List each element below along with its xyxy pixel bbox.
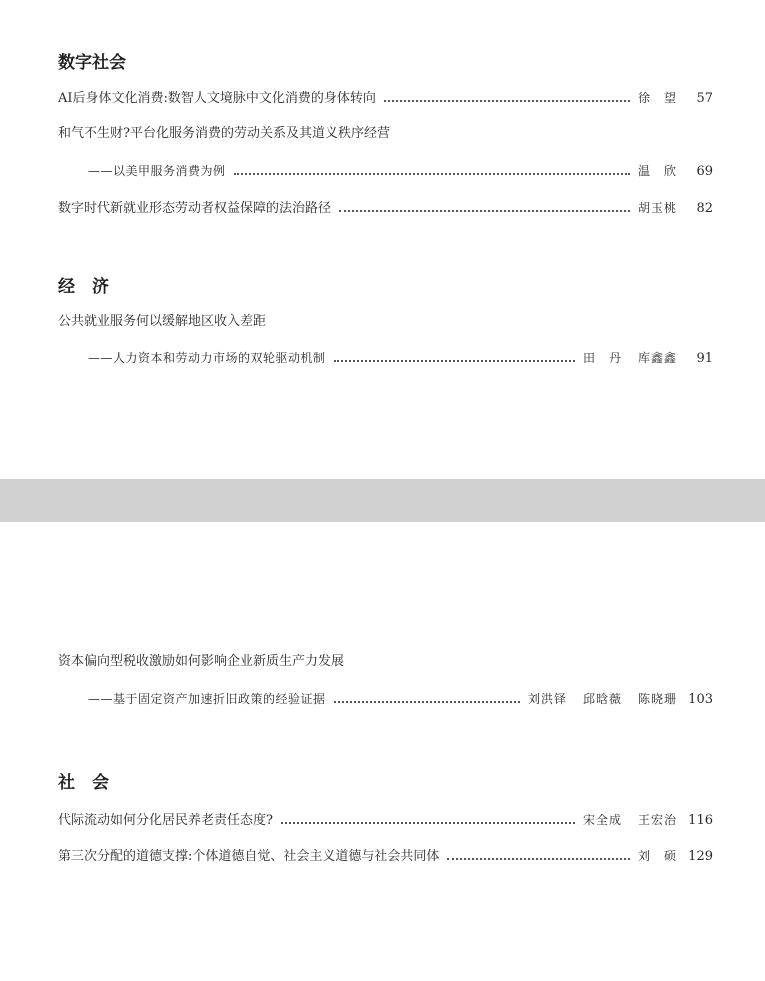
entry-authors	[638, 198, 677, 218]
page-number: 129	[688, 849, 713, 864]
toc-entry[interactable]	[58, 846, 713, 866]
entry-authors	[638, 161, 677, 181]
author-name: 王宏治	[637, 813, 677, 827]
page-number: 82	[696, 201, 713, 216]
toc-entry-subtitle[interactable]	[88, 689, 713, 709]
entry-title: 第三次分配的道德支撑:个体道德自觉、社会主义道德与社会共同体	[58, 849, 440, 864]
section-title-society: 社 会	[58, 773, 109, 793]
entry-authors	[638, 846, 677, 866]
author-name: 库鑫鑫	[637, 351, 677, 365]
entry-title: 数字时代新就业形态劳动者权益保障的法治路径	[58, 201, 332, 216]
author-name: 胡玉桃	[637, 201, 677, 215]
author-name: 徐 望	[637, 91, 677, 105]
toc-entry[interactable]	[58, 652, 713, 672]
dot-leader	[447, 858, 630, 860]
toc-entry[interactable]	[58, 124, 713, 144]
dot-leader	[334, 701, 520, 703]
entry-authors	[583, 348, 677, 368]
dot-leader	[334, 360, 575, 362]
page-number: 103	[688, 692, 713, 707]
dot-leader	[384, 100, 630, 102]
entry-subtitle: ——基于固定资产加速折旧政策的经验证据	[88, 692, 326, 706]
entry-title: 和气不生财?平台化服务消费的劳动关系及其道义秩序经营	[58, 126, 390, 141]
toc-entry-subtitle[interactable]	[88, 348, 713, 368]
author-name: 宋全成	[582, 813, 622, 827]
author-name: 刘洪铎	[527, 692, 567, 706]
toc-entry[interactable]	[58, 312, 713, 332]
entry-subtitle: ——人力资本和劳动力市场的双轮驱动机制	[88, 351, 326, 365]
toc-entry-subtitle[interactable]	[88, 161, 713, 181]
toc-entry[interactable]	[58, 198, 713, 218]
entry-authors	[583, 810, 677, 830]
author-name: 陈晓珊	[637, 692, 677, 706]
entry-title: AI后身体文化消费:数智人文境脉中文化消费的身体转向	[58, 91, 376, 106]
toc-entry[interactable]	[58, 810, 713, 830]
page-number: 69	[696, 164, 713, 179]
section-title-digital-society: 数字社会	[58, 53, 126, 73]
entry-title: 代际流动如何分化居民养老责任态度?	[58, 813, 273, 828]
gray-band-divider	[0, 479, 765, 522]
entry-subtitle: ——以美甲服务消费为例	[88, 164, 226, 178]
page-number: 116	[688, 813, 713, 828]
section-title-economy: 经 济	[58, 277, 109, 297]
entry-title: 公共就业服务何以缓解地区收入差距	[58, 314, 267, 329]
author-name: 邱晗薇	[582, 692, 622, 706]
dot-leader	[339, 210, 630, 212]
entry-authors	[528, 689, 677, 709]
page-number: 57	[696, 91, 713, 106]
author-name: 田 丹	[582, 351, 622, 365]
dot-leader	[281, 822, 575, 824]
page-number: 91	[696, 351, 713, 366]
author-name: 温 欣	[637, 164, 677, 178]
entry-authors	[638, 88, 677, 108]
author-name: 刘 硕	[637, 849, 677, 863]
entry-title: 资本偏向型税收激励如何影响企业新质生产力发展	[58, 654, 345, 669]
toc-entry[interactable]	[58, 88, 713, 108]
dot-leader	[234, 173, 630, 175]
